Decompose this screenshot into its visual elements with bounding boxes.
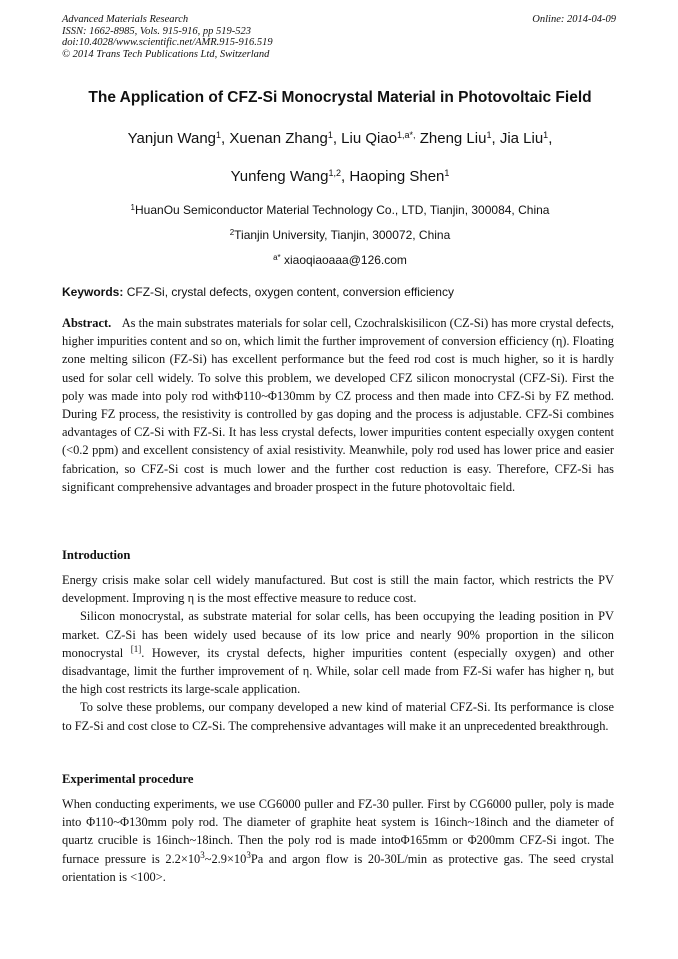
author-affil-sup: 1,a*, [397,130,416,140]
author-name: Zheng Liu [419,130,487,147]
author-affil-sup: 1 [216,130,222,140]
author-name: Yanjun Wang [127,130,217,147]
email-text: xiaoqiaoaaa@126.com [283,253,407,267]
keywords-text: CFZ-Si, crystal defects, oxygen content, conversion efficiency [126,285,454,299]
abstract-label: Abstract. [62,316,112,330]
section-heading-introduction: Introduction [62,548,131,562]
journal-doi: doi:10.4028/www.scientific.net/AMR.915-916.519 [62,37,273,48]
exponent: 3 [200,849,205,860]
section-heading-experimental: Experimental procedure [62,772,194,786]
paragraph: Energy crisis make solar cell widely manufactured. But cost is still the main factor, which restricts the PV development. Improving η is the most effective measure to reduce cost. [62,573,614,606]
journal-header [62,14,618,60]
corresponding-email [62,253,618,267]
paragraph: To solve these problems, our company developed a new kind of material CFZ-Si. Its performance is close to FZ-Si and cost close to CZ-Si. The comprehensive advantages will make it an unprecedented breakthrough. [62,700,614,733]
journal-copyright: © 2014 Trans Tech Publications Ltd, Switzerland [62,48,270,60]
paragraph-text: When conducting experiments, we use CG6000 puller and FZ-30 puller. First by CG6000 puller, poly is made into Φ110~Φ130mm poly rod. The diameter of graphite heat system is 16inch~18inch and the diameter of quartz crucible is 16inch~18inch. Then the poly rod is made intoΦ165mm or Φ200mm CFZ-Si ingot. The furnace pressure is 2.2×10 [62,797,614,866]
exponent: 3 [246,849,251,860]
author-name: Xuenan Zhang [229,130,328,147]
author-affil-sup: 1 [486,130,492,140]
affiliation-text: HuanOu Semiconductor Material Technology Co., LTD, Tianjin, 300084, China [135,203,550,217]
introduction-body [62,571,614,735]
citation-ref: [1] [130,643,142,654]
affiliation-2 [62,228,618,242]
author-name: Liu Qiao [341,130,398,147]
affiliation-sup: 1 [130,203,135,212]
email-sup: a* [273,253,281,262]
paragraph-text: . However, its crystal defects, higher impurities content (especially oxygen) and other disadvantage, limit the further improvement of η. While, solar cell made from FZ-Si wafer has higher η, but the high cost restricts its large-scale application. [62,645,614,697]
author-name: Jia Liu [499,130,544,147]
online-date: Online: 2014-04-09 [532,14,616,25]
author-affil-sup: 1 [327,130,333,140]
paragraph [62,795,614,886]
author-affil-sup: 1,2 [328,168,341,178]
affiliation-sup: 2 [229,228,235,237]
paragraph [62,607,614,698]
keywords-label: Keywords: [62,285,124,299]
paragraph-text: ~2.9×10 [204,851,247,866]
author-affil-sup: 1 [543,130,549,140]
author-name: Haoping Shen [349,168,445,185]
abstract-text: As the main substrates materials for solar cell, Czochralskisilicon (CZ-Si) has more crystal defects, higher impurities content and so on, which limit the further improvement of conversion efficiency (η). Floating zone melting silicon (FZ-Si) has excellent performance but the feed rod cost is much higher, so it is hardly used for solar cell widely. To solve this problem, we developed CFZ silicon monocrystal (CFZ-Si). First the poly was made into poly rod withΦ110~Φ130mm by CZ process and then made into CFZ-Si by FZ method. During FZ process, the resistivity is controlled by gas doping and the process is adjustable. CFZ-Si combines advantages of CZ-Si with FZ-Si. It has less crystal defects, lower impurities content especially oxygen content (<0.2 ppm) and excellent consistency of axial resistivity. Meanwhile, poly rod used has lower price and easier fabrication, so CFZ-Si cost is much lower and the further cost reduction is easy. Therefore, CFZ-Si has significant comprehensive advantages and broader prospect in the future photovoltaic field. [62,316,614,494]
experimental-body [62,795,614,886]
paragraph-text: Pa and argon flow is 20-30L/min as protective gas. The seed crystal orientation is <100>. [62,851,614,884]
affiliation-1 [62,203,618,217]
author-line-2: Yunfeng Wang$^{1,2}$, Haoping Shen$^1$ [230,168,450,185]
keywords [62,285,618,299]
author-affil-sup: 1 [444,168,450,178]
abstract [62,314,614,496]
paragraph-text: Silicon monocrystal, as substrate material for solar cells, has been occupying the leading position in PV market. CZ-Si has been widely used because of its low price and nearly 90% proportion in the silicon monocrystal [62,609,614,660]
affiliation-text: Tianjin University, Tianjin, 300072, China [234,228,451,242]
journal-name: Advanced Materials Research [62,14,189,25]
paper-title: The Application of CFZ-Si Monocrystal Material in Photovoltaic Field [88,89,592,106]
author-name: Yunfeng Wang [230,168,329,185]
author-line-1: Yanjun Wang$^1$, Xuenan Zhang$^1$, Liu Qiao$^{1,a*,}$ Zheng Liu$^1$, Jia Liu$^1$, [127,130,553,147]
journal-issn: ISSN: 1662-8985, Vols. 915-916, pp 519-523 [62,25,251,37]
